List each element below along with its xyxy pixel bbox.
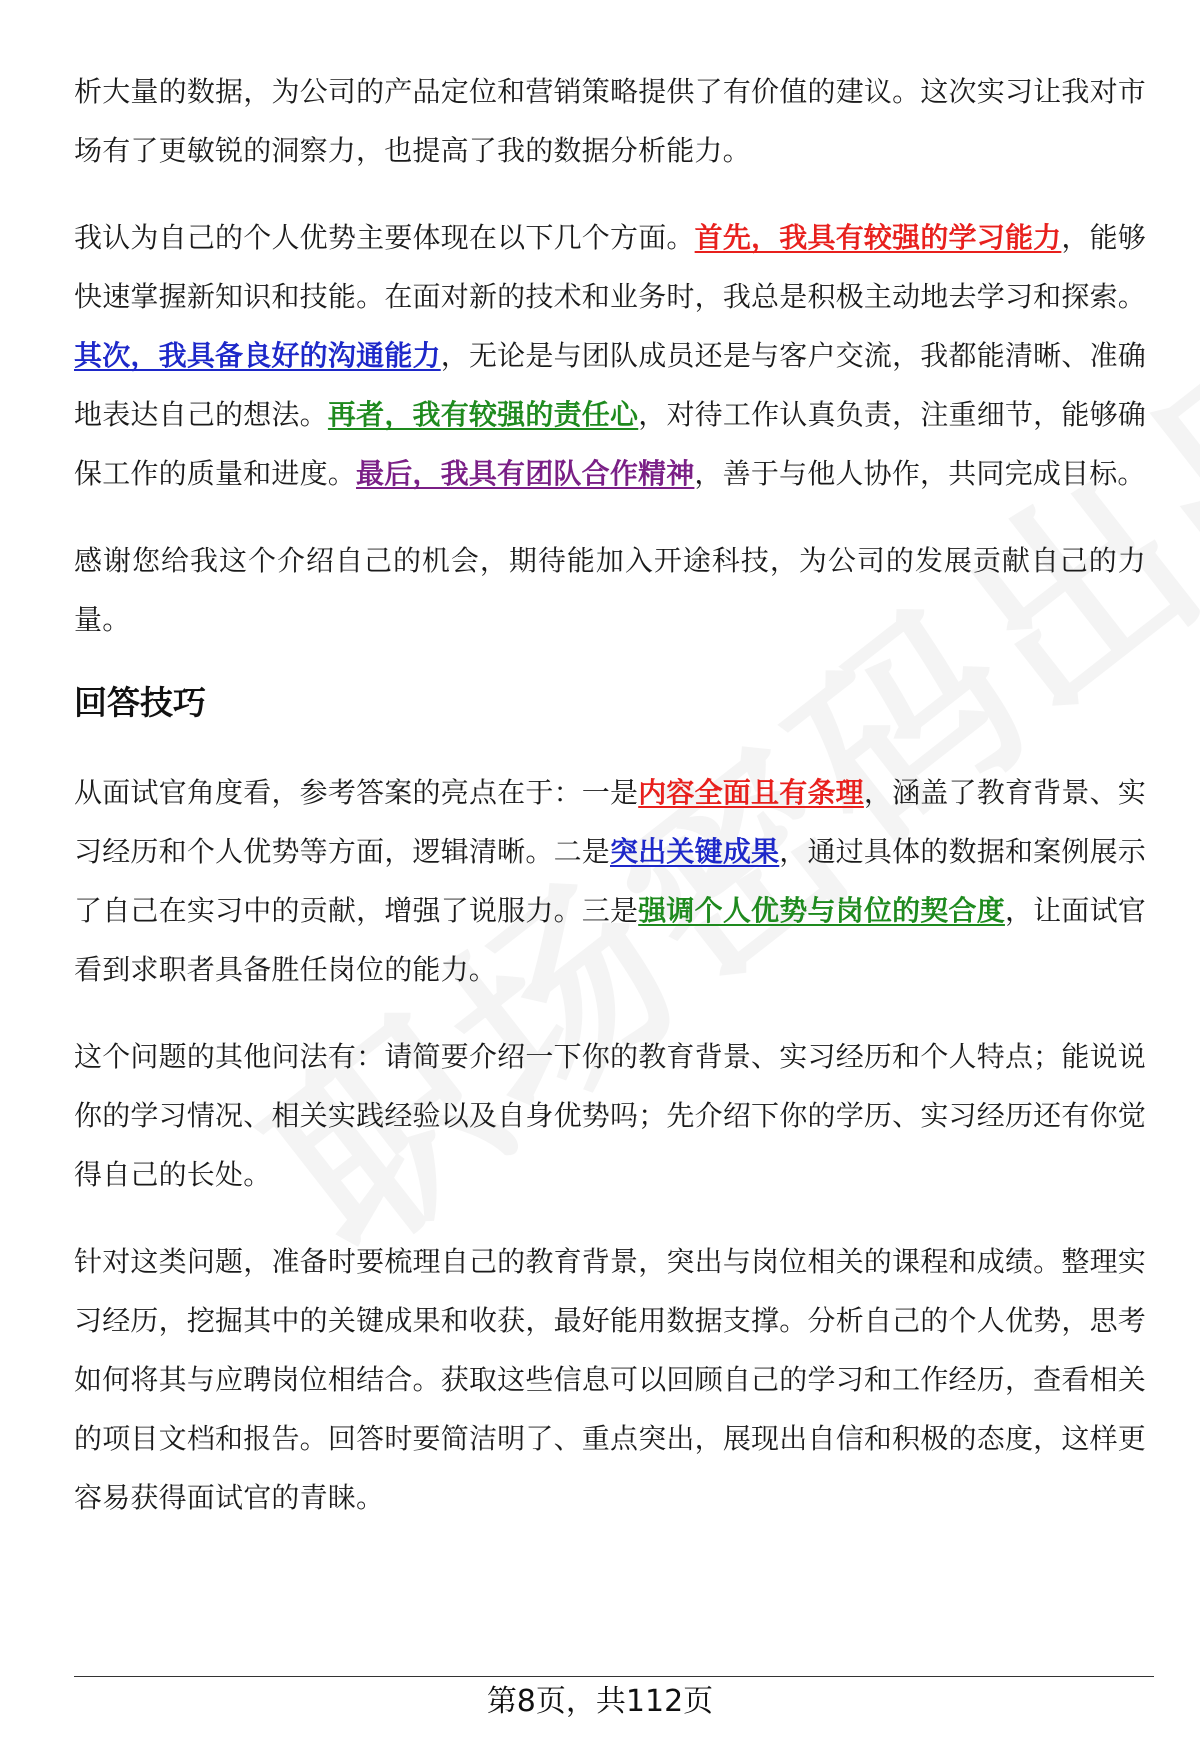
intro-answer-section	[74, 62, 1146, 649]
highlighted-phrase: 内容全面且有条理	[638, 776, 864, 809]
tips-paragraph-1	[74, 763, 1146, 999]
paragraph-text: 析大量的数据，为公司的产品定位和营销策略提供了有价值的建议。这次实习让我对市场有了更敏锐的洞察力，也提高了我的数据分析能力。	[74, 75, 1146, 167]
intro-paragraph-1	[74, 62, 1146, 180]
section-title: 回答技巧	[74, 683, 206, 722]
page-number: 第8页，共112页	[486, 1684, 714, 1719]
paragraph-text: 这个问题的其他问法有：请简要介绍一下你的教育背景、实习经历和个人特点；能说说你的学习情况、相关实践经验以及自身优势吗；先介绍下你的学历、实习经历还有你觉得自己的长处。	[74, 1040, 1146, 1191]
highlighted-phrase: 再者，我有较强的责任心	[327, 398, 639, 431]
paragraph-text: ，涵盖了教育背景、实习经历和个人优势等方面，逻辑清晰。二是	[74, 776, 1146, 868]
paragraph-text: ，让面试官看到求职者具备胜任岗位的能力。	[74, 894, 1146, 986]
intro-paragraph-3	[74, 531, 1146, 649]
highlighted-phrase: 其次，我具备良好的沟通能力	[74, 339, 441, 372]
paragraph-text: ，对待工作认真负责，注重细节，能够确保工作的质量和进度。	[74, 398, 1147, 490]
paragraph-text: ，能够快速掌握新知识和技能。在面对新的技术和业务时，我总是积极主动地去学习和探索。	[74, 221, 1146, 313]
tips-paragraph-3	[74, 1232, 1146, 1527]
paragraph-text: ，通过具体的数据和案例展示了自己在实习中的贡献，增强了说服力。三是	[74, 835, 1146, 927]
highlighted-phrase: 强调个人优势与岗位的契合度	[638, 894, 1005, 927]
paragraph-text: 感谢您给我这个介绍自己的机会，期待能加入开途科技，为公司的发展贡献自己的力量。	[74, 544, 1146, 636]
highlighted-phrase: 最后，我具有团队合作精神	[356, 457, 695, 490]
footer-divider	[74, 1676, 1154, 1677]
paragraph-text: 针对这类问题，准备时要梳理自己的教育背景，突出与岗位相关的课程和成绩。整理实习经历，挖掘其中的关键成果和收获，最好能用数据支撑。分析自己的个人优势，思考如何将其与应聘岗位相结合。获取这些信息可以回顾自己的学习和工作经历，查看相关的项目文档和报告。回答时要简洁明了、重点突出，展现出自信和积极的态度，这样更容易获得面试官的青睐。	[74, 1245, 1146, 1514]
paragraph-text: ，无论是与团队成员还是与客户交流，我都能清晰、准确地表达自己的想法。	[74, 339, 1146, 431]
highlighted-phrase: 首先，我具有较强的学习能力	[694, 221, 1062, 254]
intro-paragraph-2	[74, 208, 1146, 503]
paragraph-text: ，善于与他人协作，共同完成目标。	[694, 457, 1146, 490]
paragraph-text: 从面试官角度看，参考答案的亮点在于：一是	[74, 776, 639, 809]
answer-tips-section	[74, 763, 1146, 1527]
document-body	[74, 62, 1146, 1555]
paragraph-text: 我认为自己的个人优势主要体现在以下几个方面。	[74, 221, 695, 254]
tips-paragraph-2	[74, 1027, 1146, 1204]
highlighted-phrase: 突出关键成果	[610, 835, 780, 868]
